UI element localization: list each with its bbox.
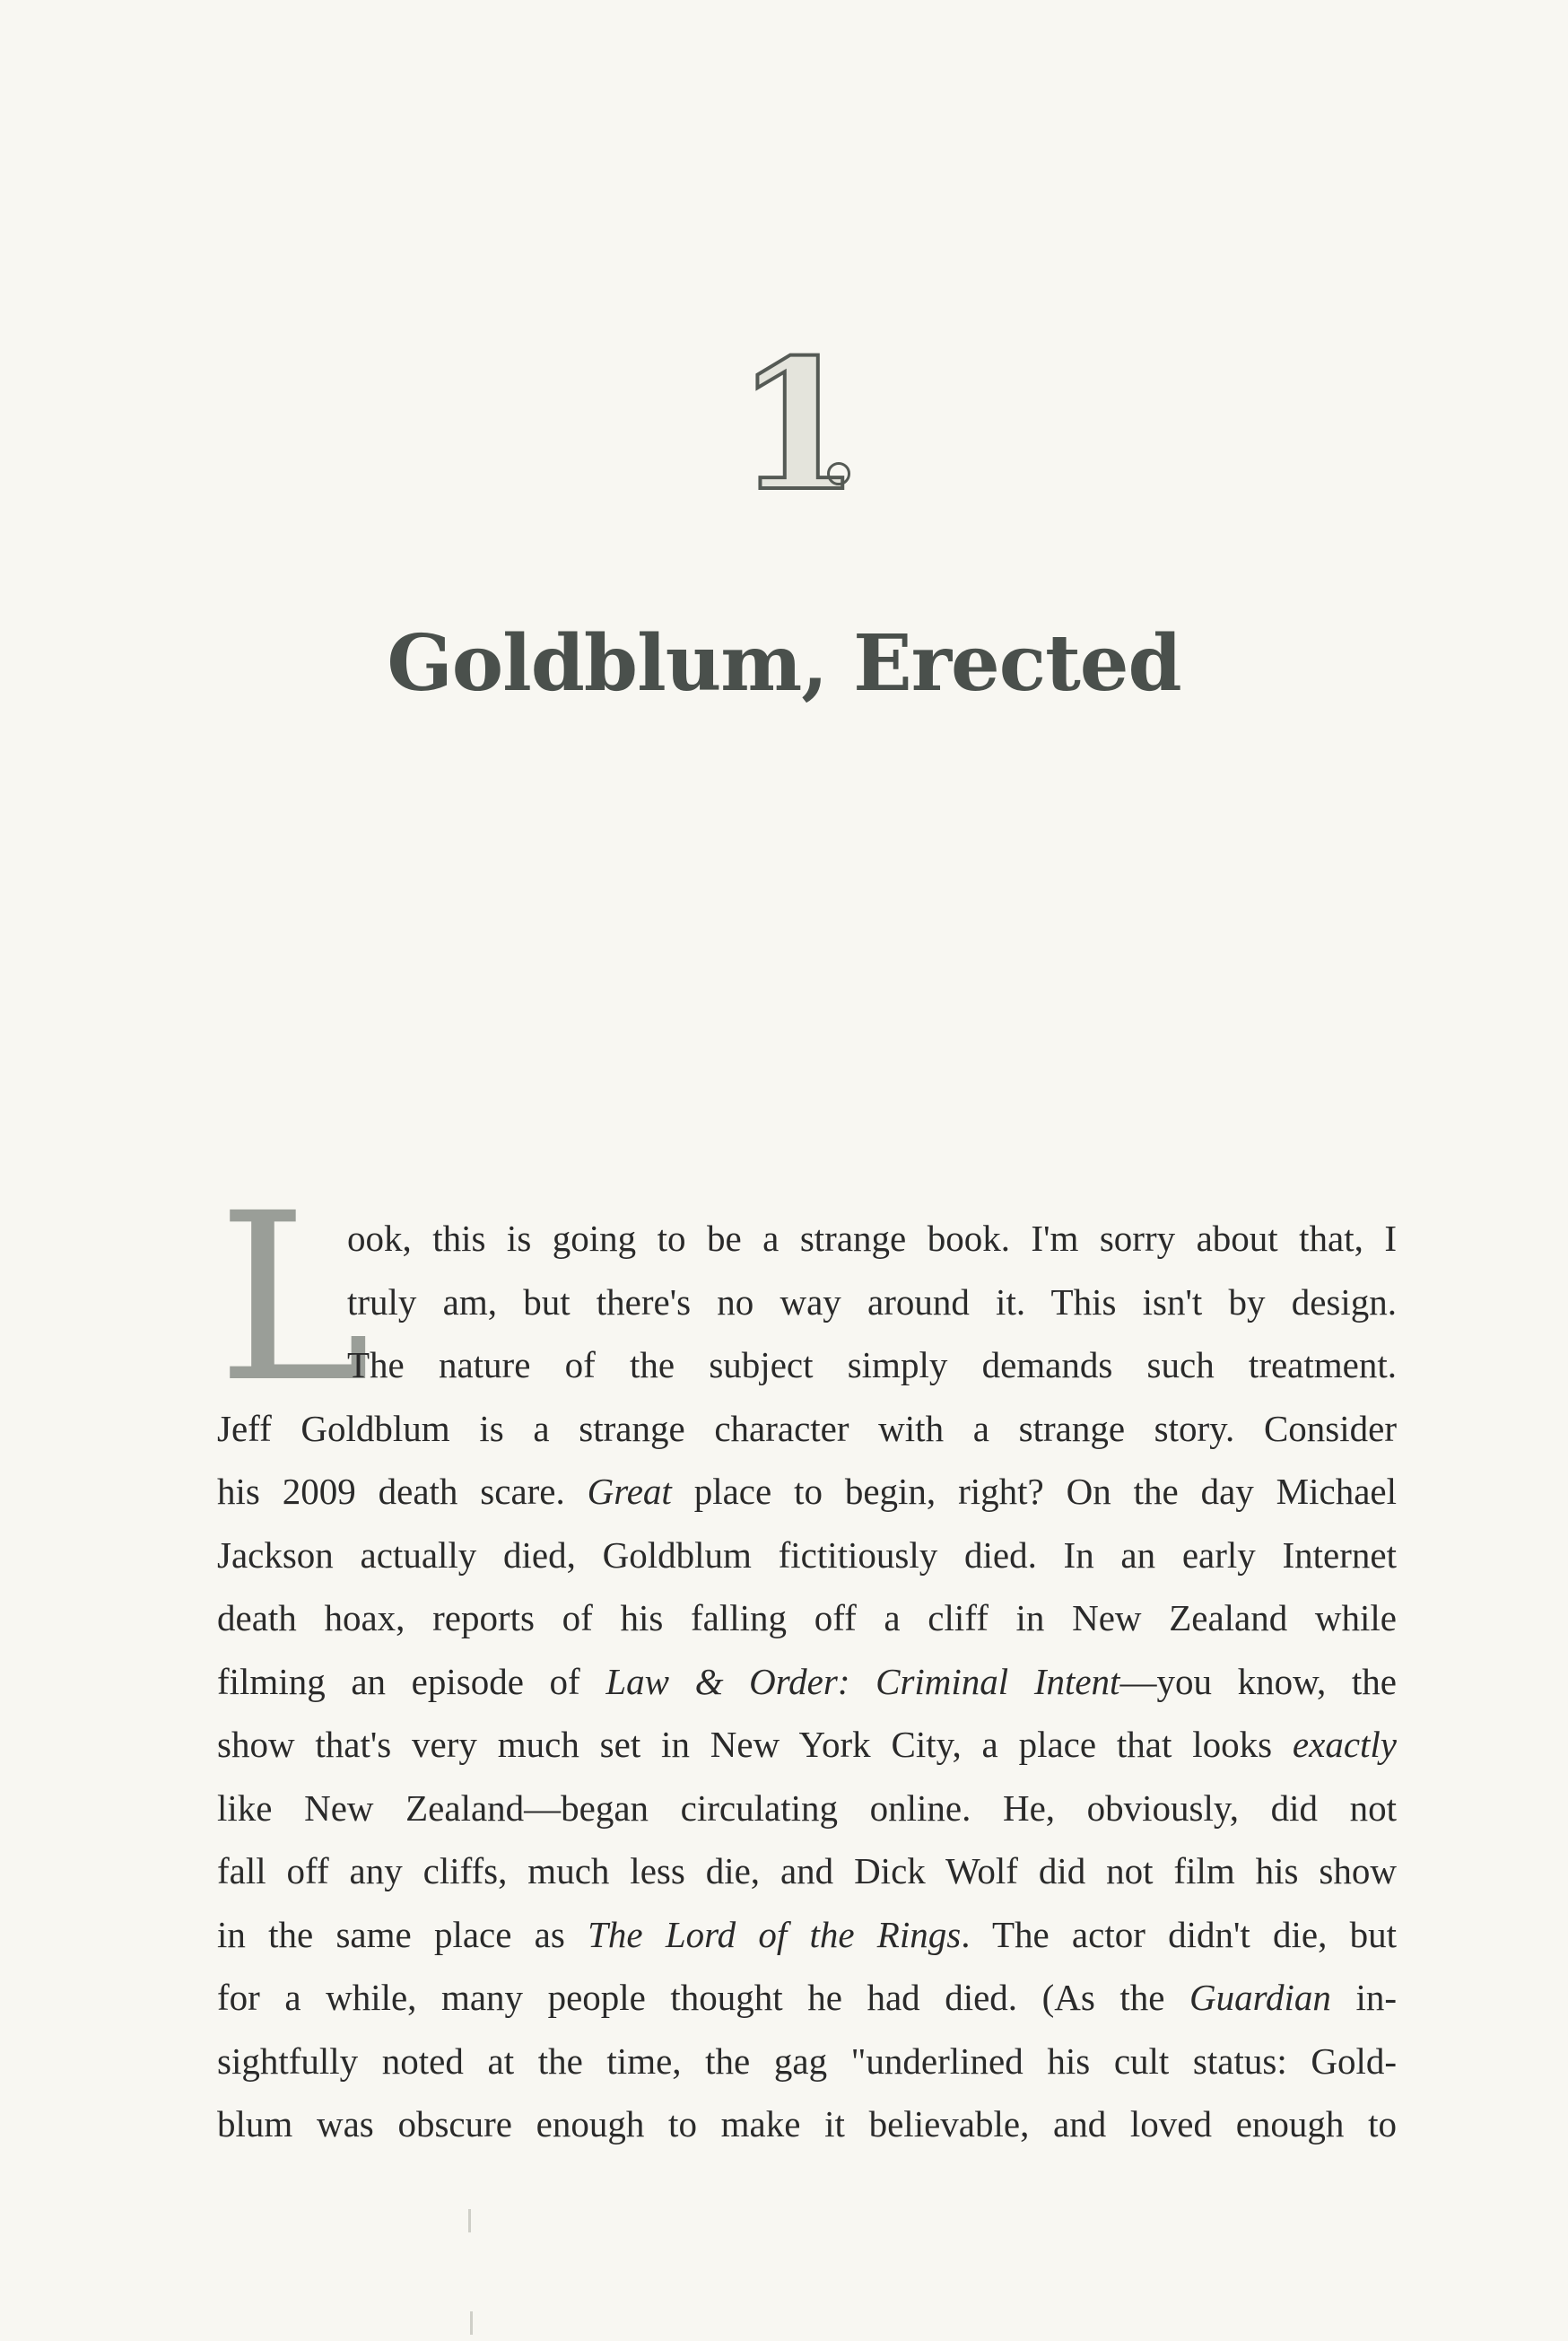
line-text: place to begin, right? On the day Michael <box>671 1471 1397 1512</box>
page-mark <box>470 2311 473 2335</box>
body-line <box>217 1460 1397 1524</box>
italic-text: exactly <box>1292 1724 1397 1765</box>
body-line <box>217 1271 1397 1334</box>
body-line <box>217 1713 1397 1777</box>
line-text: like New Zealand—began circulating online. He, obviously, did not <box>217 1786 1397 1829</box>
body-line <box>217 2092 1397 2156</box>
body-line <box>217 1333 1397 1397</box>
body-line <box>217 1839 1397 1903</box>
line-text: for a while, many people thought he had died. (As the <box>217 1977 1189 2018</box>
line-text: his 2009 death scare. <box>217 1471 588 1512</box>
italic-text: The Lord of the Rings <box>588 1913 962 1955</box>
body-text <box>217 1164 1398 2156</box>
line-text: —you know, the <box>1119 1660 1397 1702</box>
body-line <box>217 1397 1397 1461</box>
body-line <box>217 1586 1397 1650</box>
line-text: show that's very much set in New York City, a place that looks <box>217 1724 1293 1765</box>
body-line <box>217 1207 1397 1271</box>
line-text: truly am, but there's no way around it. This isn't by design. <box>347 1280 1397 1323</box>
body-line <box>217 1524 1397 1587</box>
line-text: in- <box>1330 1977 1398 2018</box>
line-text: Jackson actually died, Goldblum fictitiously died. In an early Internet <box>217 1533 1397 1576</box>
line-text: in the same place as <box>217 1913 588 1955</box>
chapter-number <box>736 320 897 531</box>
body-line <box>217 2030 1397 2093</box>
page-mark <box>468 2209 471 2232</box>
body-line <box>217 1903 1397 1967</box>
chapter-number-digit: 1 <box>736 320 861 531</box>
body-line <box>217 1650 1397 1714</box>
body-line <box>217 1966 1397 2030</box>
line-text: filming an episode of <box>217 1660 606 1702</box>
line-text: ook, this is going to be a strange book. I'm sorry about that, I <box>347 1218 1397 1259</box>
drop-cap: L <box>217 1164 371 1433</box>
line-text: blum was obscure enough to make it believable, and loved enough to <box>217 2103 1397 2144</box>
italic-text: Guardian <box>1189 1977 1331 2018</box>
body-line <box>217 1777 1397 1840</box>
chapter-title: Goldblum, Erected <box>387 618 1181 709</box>
italic-text: Law & Order: Criminal Intent <box>605 1660 1120 1702</box>
line-text: . The actor didn't die, but <box>961 1913 1398 1955</box>
line-text: fall off any cliffs, much less die, and Dick Wolf did not film his show <box>217 1850 1397 1891</box>
italic-text: Great <box>587 1471 672 1512</box>
line-text: Jeff Goldblum is a strange character with a strange story. Consider <box>217 1407 1397 1449</box>
line-text: The nature of the subject simply demands such treatment. <box>347 1344 1397 1385</box>
line-text: sightfully noted at the time, the gag "underlined his cult status: Gold- <box>217 2040 1397 2082</box>
chapter-number-dot <box>827 462 850 485</box>
line-text: death hoax, reports of his falling off a cliff in New Zealand while <box>217 1597 1397 1638</box>
